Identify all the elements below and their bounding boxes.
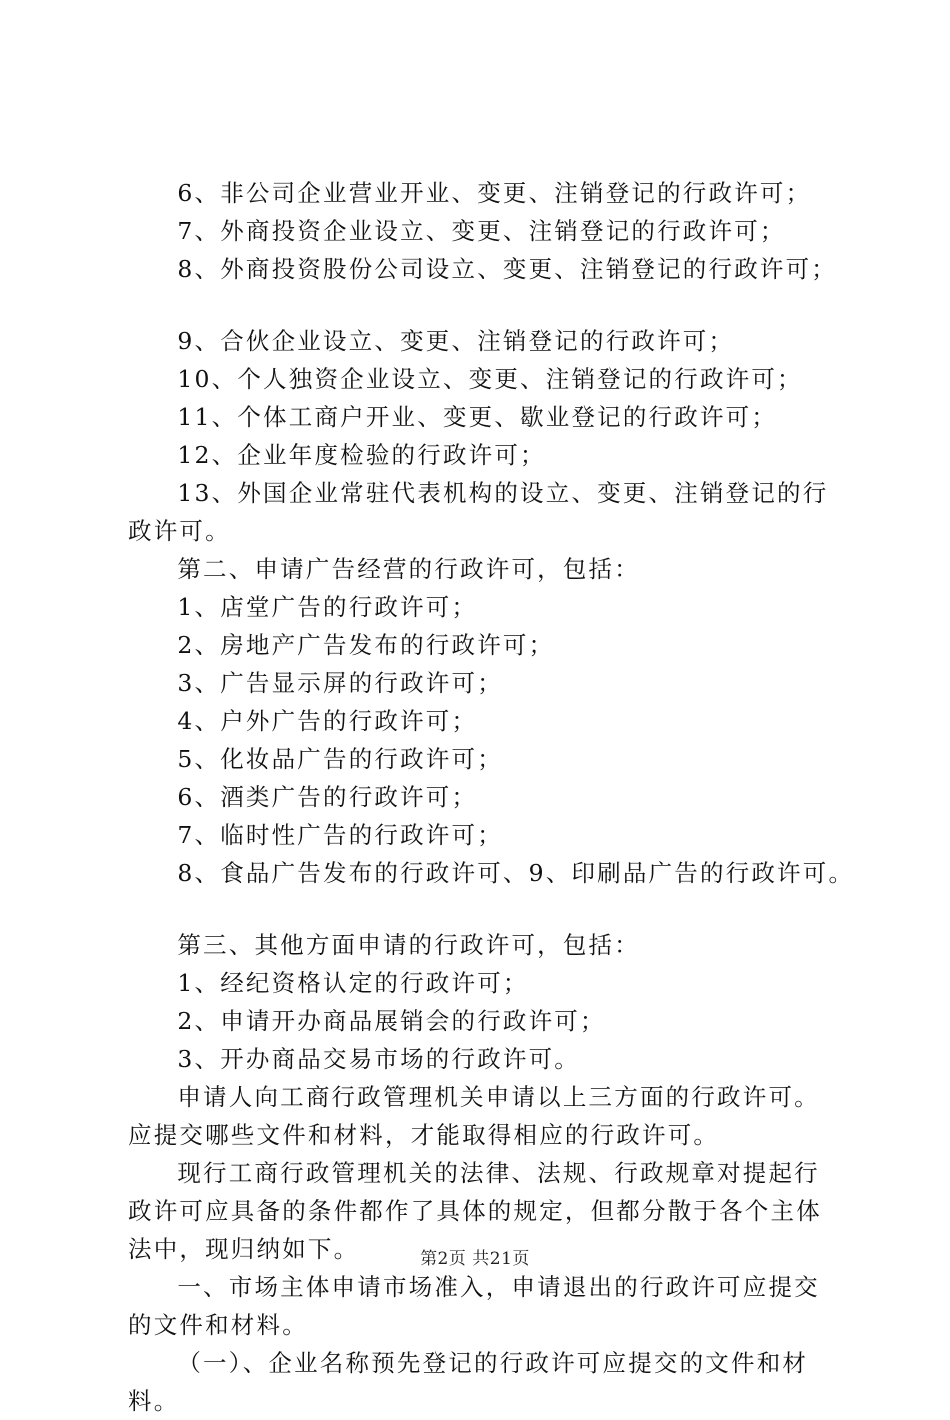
page-number-footer: 第2页 共21页	[420, 1249, 530, 1269]
paragraph: 2、房地产广告发布的行政许可；	[177, 631, 555, 659]
paragraph: 10、个人独资企业设立、变更、注销登记的行政许可；	[177, 365, 803, 393]
paragraph: 8、食品广告发布的行政许可、9、印刷品广告的行政许可。	[177, 859, 855, 887]
paragraph: 6、非公司企业营业开业、变更、注销登记的行政许可；	[177, 179, 812, 207]
paragraph: 11、个体工商户开业、变更、歇业登记的行政许可；	[177, 403, 778, 431]
paragraph: 4、户外广告的行政许可；	[177, 707, 478, 735]
document-body	[128, 174, 855, 1420]
paragraph: 3、广告显示屏的行政许可；	[177, 669, 503, 697]
paragraph: 3、开办商品交易市场的行政许可。	[177, 1045, 580, 1073]
paragraph: 7、临时性广告的行政许可；	[177, 821, 503, 849]
paragraph: 一、市场主体申请市场准入，申请退出的行政许可应提交的文件和材料。	[128, 1273, 820, 1339]
section-heading: 第二、申请广告经营的行政许可，包括：	[177, 555, 640, 583]
paragraph: 2、申请开办商品展销会的行政许可；	[177, 1007, 606, 1035]
paragraph: 6、酒类广告的行政许可；	[177, 783, 478, 811]
paragraph: 1、经纪资格认定的行政许可；	[177, 969, 529, 997]
paragraph: 9、合伙企业设立、变更、注销登记的行政许可；	[177, 327, 735, 355]
section-heading: 第三、其他方面申请的行政许可，包括：	[177, 931, 640, 959]
paragraph: 13、外国企业常驻代表机构的设立、变更、注销登记的行政许可。	[128, 479, 829, 545]
paragraph: （一）、企业名称预先登记的行政许可应提交的文件和材料。	[128, 1349, 809, 1415]
paragraph: 12、企业年度检验的行政许可；	[177, 441, 546, 469]
paragraph: 申请人向工商行政管理机关申请以上三方面的行政许可。应提交哪些文件和材料，才能取得相应的行政许可。	[128, 1083, 820, 1149]
paragraph: 1、店堂广告的行政许可；	[177, 593, 478, 621]
paragraph: 现行工商行政管理机关的法律、法规、行政规章对提起行政许可应具备的条件都作了具体的规定，但都分散于各个主体法中，现归纳如下。	[128, 1159, 822, 1263]
paragraph: 5、化妆品广告的行政许可；	[177, 745, 503, 773]
paragraph: 8、外商投资股份公司设立、变更、注销登记的行政许可；	[177, 255, 837, 283]
paragraph: 7、外商投资企业设立、变更、注销登记的行政许可；	[177, 217, 786, 245]
